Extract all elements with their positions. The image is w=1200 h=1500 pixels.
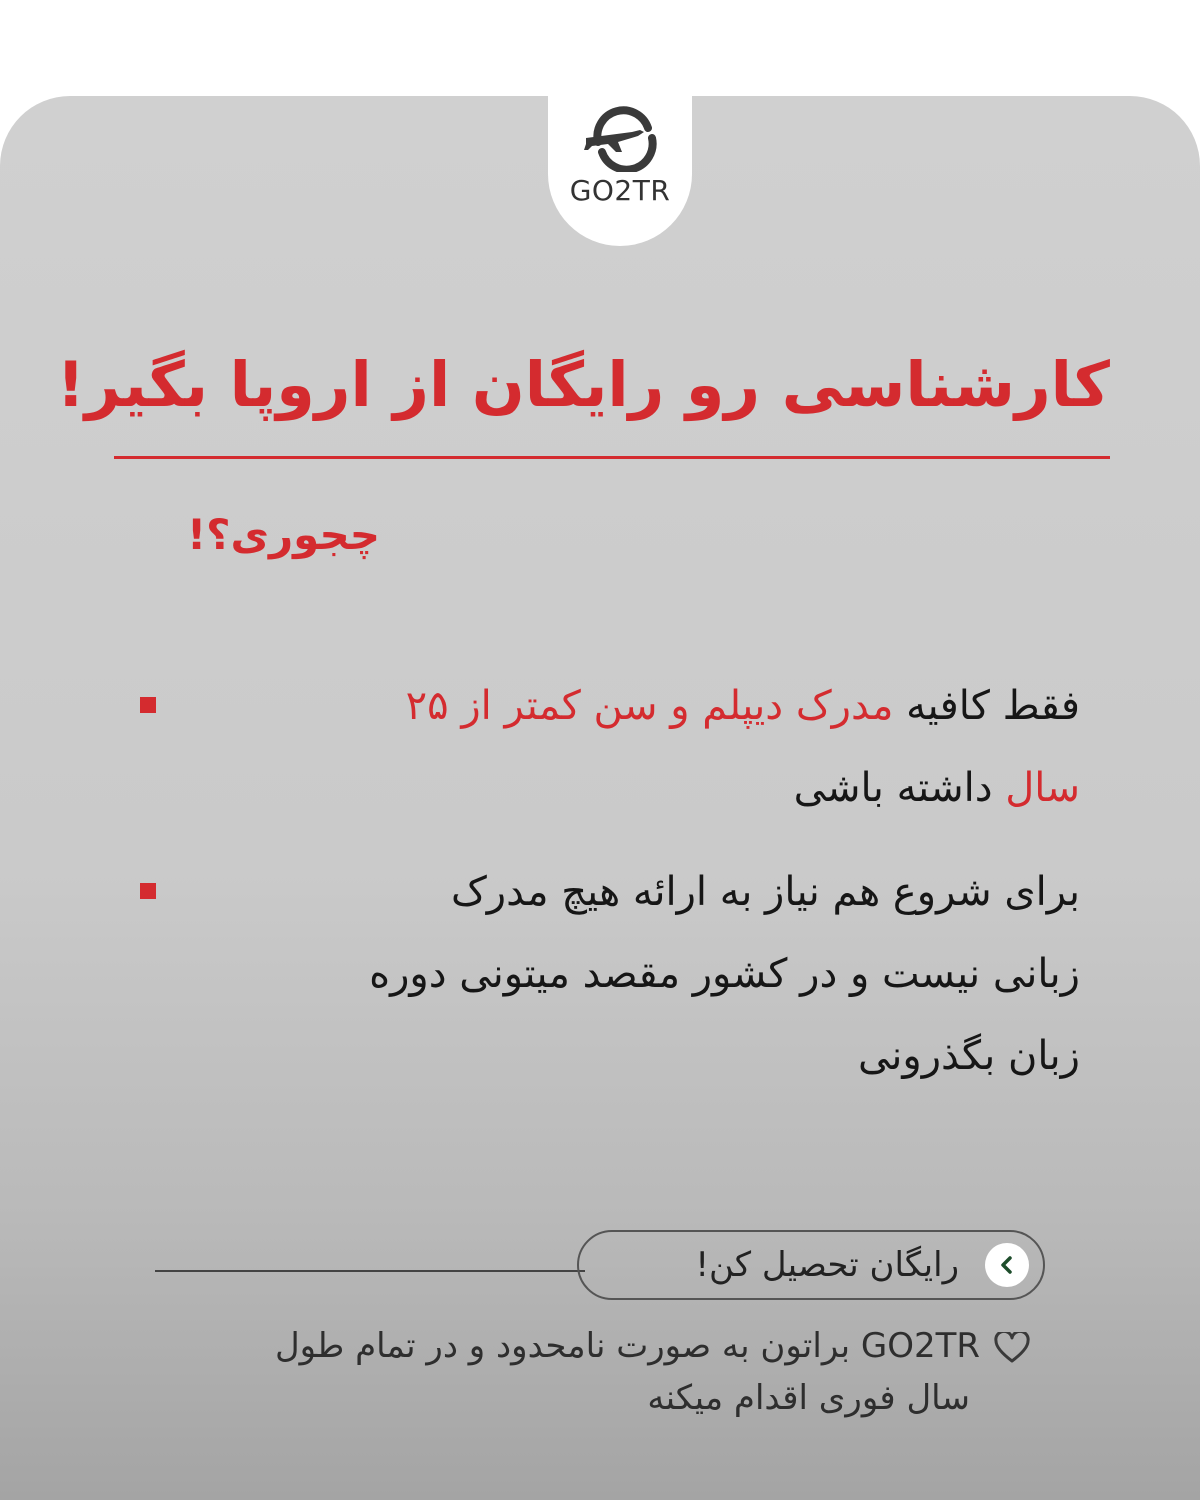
cta-label: رایگان تحصیل کن! [695, 1245, 959, 1285]
bullet-highlight: مدرک دیپلم و سن کمتر از ۲۵ [405, 683, 894, 729]
airplane-globe-icon [578, 102, 662, 172]
bullet-text: برای شروع هم نیاز به ارائه هیچ مدرک [450, 869, 1080, 915]
footer-brand: GO2TR [860, 1326, 980, 1366]
footer-text: براتون به صورت نامحدود و در تمام طول [274, 1326, 861, 1366]
square-bullet-icon [140, 697, 156, 713]
subtitle: چجوری؟! [186, 510, 380, 559]
cta-divider [155, 1270, 585, 1272]
bullet-highlight: سال [1005, 765, 1080, 811]
cta-button[interactable] [577, 1230, 1045, 1300]
title-divider [114, 456, 1110, 459]
chevron-right-icon [996, 1254, 1018, 1276]
square-bullet-icon [140, 883, 156, 899]
bullet-text: داشته باشی [793, 765, 1006, 811]
logo-badge[interactable] [548, 96, 692, 246]
page-title: کارشناسی رو رایگان از اروپا بگیر! [56, 348, 1110, 421]
bullet-text: فقط کافیه [893, 683, 1080, 729]
footer-text: سال فوری اقدام میکنه [647, 1378, 970, 1418]
bullet-text: زبان بگذرونی [857, 1033, 1080, 1079]
list-item [140, 665, 1080, 829]
heart-icon [994, 1332, 1030, 1364]
brand-name: GO2TR [569, 174, 671, 207]
cta-chevron[interactable] [985, 1243, 1029, 1287]
list-item [140, 851, 1080, 1097]
bullet-list [140, 665, 1080, 1119]
bullet-text: زبانی نیست و در کشور مقصد میتونی دوره [369, 951, 1080, 997]
footer-note [150, 1320, 1030, 1424]
